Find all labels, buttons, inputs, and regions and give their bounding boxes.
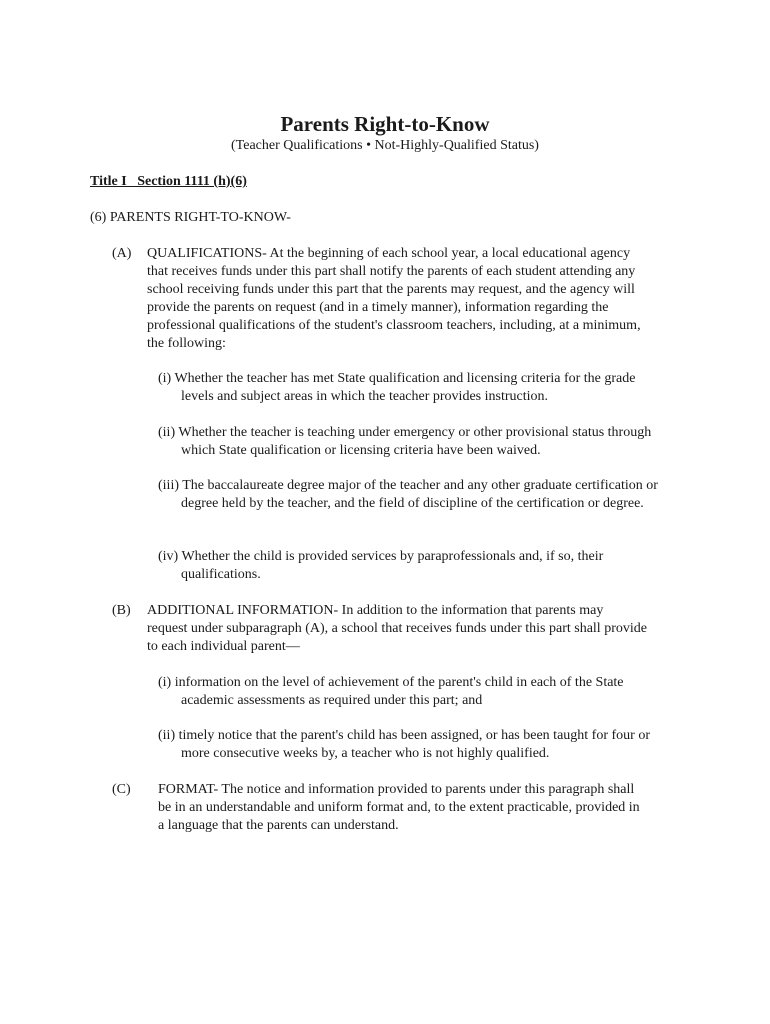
section-b-text: ADDITIONAL INFORMATION- In addition to the information that parents may request under subparagraph (A), a school that receives funds under this part shall provide to each individual parent— (147, 603, 647, 654)
section-reference: Title I Section 1111 (h)(6) (90, 174, 247, 189)
section-a-item-i: (i) Whether the teacher has met State qualification and licensing criteria for the grade levels and subject areas in which the teacher provides instruction. (158, 371, 636, 404)
section-a-item-ii: (ii) Whether the teacher is teaching under emergency or other provisional status through which State qualification or licensing criteria have been waived. (158, 425, 652, 458)
document-subtitle: (Teacher Qualifications • Not-Highly-Qualified Status) (231, 138, 539, 153)
section-a-item-iii: (iii) The baccalaureate degree major of the teacher and any other graduate certification or degree held by the teacher, and the field of discipline of the certification or degree. (158, 478, 658, 511)
section-c-marker: (C) (112, 782, 131, 797)
section-b-item-ii: (ii) timely notice that the parent's child has been assigned, or has been taught for four or more consecutive weeks by, a teacher who is not highly qualified. (158, 728, 650, 761)
section-a-item-iv: (iv) Whether the child is provided services by paraprofessionals and, if so, their qualifications. (158, 549, 604, 582)
section-b-item-i: (i) information on the level of achievement of the parent's child in each of the State academic assessments as required under this part; and (158, 675, 624, 708)
document-title: Parents Right-to-Know (280, 112, 490, 136)
section-c-text: FORMAT- The notice and information provided to parents under this paragraph shall be in an understandable and uniform format and, to the extent practicable, provided in a language that the parents can understand. (158, 782, 640, 833)
section-b-marker: (B) (112, 603, 131, 618)
section-a-text: QUALIFICATIONS- At the beginning of each school year, a local educational agency that receives funds under this part shall notify the parents of each student attending any school receiving funds under this part that the parents may request, and the agency will provide the parents on request (and in a timely manner), information regarding the professional qualifications of the student's classroom teachers, including, at a minimum, the following: (147, 246, 641, 351)
section-a-marker: (A) (112, 246, 132, 261)
section-heading: (6) PARENTS RIGHT-TO-KNOW- (90, 210, 291, 225)
